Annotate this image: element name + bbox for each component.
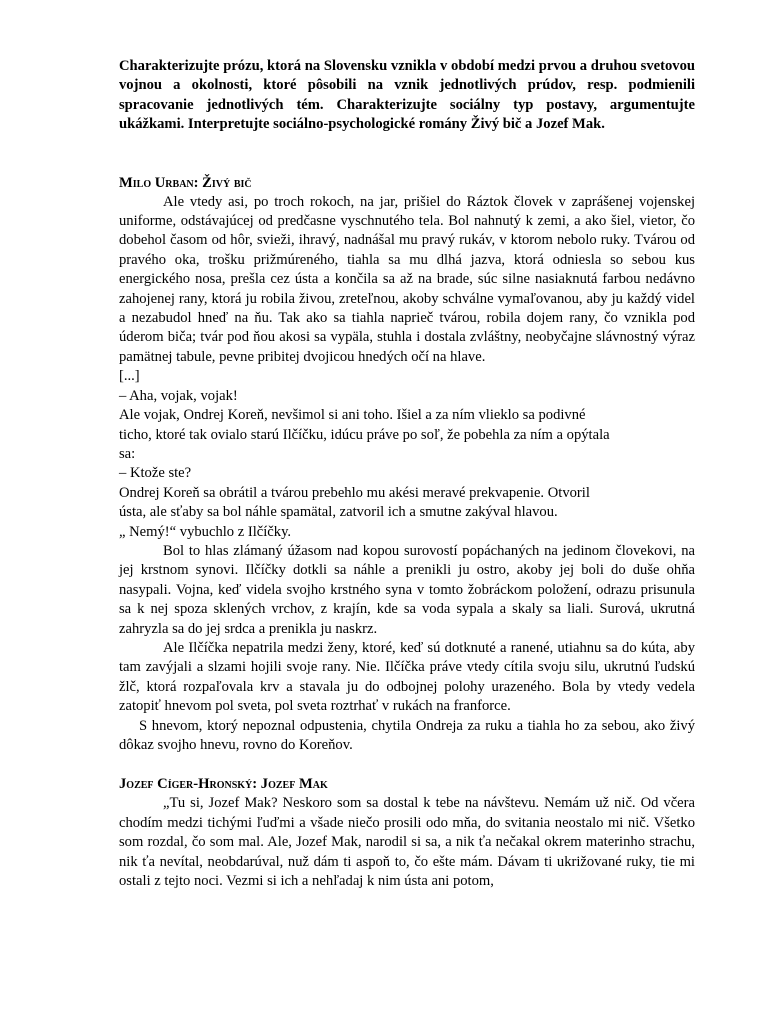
assignment-text: Charakterizujte prózu, ktorá na Slovensku vznikla v období medzi prvou a druhou svetovou vojnou a okolnosti, ktoré pôsobili na vznik jednotlivých prúdov, resp. podmienili spracovanie jednotlivých tém. Charakterizujte sociálny typ postavy, argumentujte ukážkami. Interpretujte sociálno-psychologické romány Živý bič a Jozef Mak. xyxy=(119,58,695,133)
section-heading-jozef-mak: Jozef Cíger-Hronský: Jozef Mak xyxy=(119,776,328,793)
document-content xyxy=(119,57,695,891)
excerpt-paragraph: S hnevom, ktorý nepoznal odpustenia, chytila Ondreja za ruku a tiahla ho za sebou, ako živý dôkaz svojho hnevu, rovno do Koreňov. xyxy=(119,717,695,753)
excerpt-paragraph: Ale Ilčíčka nepatrila medzi ženy, ktoré, keď sú dotknuté a ranené, utiahnu sa do kúta, aby tam zavýjali a slzami hojili svoje rany. Nie. Ilčíčka práve vtedy cítila svoju silu, ukrutnú ľudskú žlč, ktorá rozpaľovala krv a stavala ju do odbojnej polohy urazeného. Bola by vtedy vedela zatopiť hnevom pol sveta, pol sveta roztrhať v rukách na franforce. xyxy=(119,639,695,715)
excerpt-line: Ale vojak, Ondrej Koreň, nevšimol si ani toho. Išiel a za ním vlieklo sa podivné xyxy=(119,407,586,424)
excerpt-line: – Ktože ste? xyxy=(119,465,192,482)
excerpt-line: „ Nemý!“ vybuchlo z Ilčíčky. xyxy=(119,523,292,540)
excerpt-line: sa: xyxy=(119,445,136,462)
section-heading-ziv-bic: Milo Urban: Živý bič xyxy=(119,174,252,191)
excerpt-paragraph: Ale vtedy asi, po troch rokoch, na jar, prišiel do Ráztok človek v zaprášenej vojenskej uniforme, odstávajúcej od predčasne vyschnutého tela. Bol nahnutý k zemi, a ako šiel, vietor, čo dobehol časom od hôr, svieži, ihravý, nadnášal mu pravý rukáv, v ktorom nebolo ruky. Tvárou od pravého oka, trošku prižmúreného, tiahla sa mu dlhá jazva, ktorá odniesla so sebou kus energického nosa, prešla cez ústa a končila sa až na brade, súc silne nasiaknutá farbou nedávno zahojenej rany, ktorá ju robila živou, zreteľnou, akoby schválne vymaľovanou, aby ju každý videl a nezabudol hneď na ňu. Tak ako sa tiahla naprieč tvárou, robila dojem rany, čo vznikla pod úderom biča; tvár pod ňou akosi sa vypäla, stuhla i dostala zvláštny, neobyčajne slávnostný výraz pamätnej tabule, pevne pribitej dvojicou hnedých očí na hlave. xyxy=(119,193,695,365)
excerpt-ellipsis: [...] xyxy=(119,368,140,385)
excerpt-line: ústa, ale sťaby sa bol náhle spamätal, zatvoril ich a smutne zakýval hlavou. xyxy=(119,504,558,521)
excerpt-paragraph: Bol to hlas zlámaný úžasom nad kopou surovostí popáchaných na jedinom človekovi, na jej krstnom synovi. Ilčíčky dotkli sa náhle a prenikli ju ostro, akoby jej boli do duše ohňa nasypali. Vojna, keď videla svojho krstného syna v tomto žobráckom položení, odrazu prisunula sa k nej spoza sklených vrchov, z krajín, kde sa voda sypala a skaly sa liali. Surová, ukrutná zahryzla sa do jej srdca a prenikla ju naskrz. xyxy=(119,542,695,637)
excerpt-paragraph: „Tu si, Jozef Mak? Neskoro som sa dostal k tebe na návštevu. Nemám už nič. Od včera chodím medzi tichými ľuďmi a všade niečo prosili odo mňa, do svitania neostalo mi nič. Všetko som rozdal, čo som mal. Ale, Jozef Mak, narodil si sa, a nik ťa nečakal okrem materinho strachu, nik ťa nevítal, neobdarúval, nuž dám ti aspoň to, čo ešte mám. Dávam ti ukrižované ruky, tie mi ostali z tejto noci. Vezmi si ich a nehľadaj k nim ústa ani potom, xyxy=(119,795,695,890)
excerpt-line: ticho, ktoré tak ovialo starú Ilčíčku, idúcu práve po soľ, že pobehla za ním a opýtala xyxy=(119,426,610,443)
excerpt-line: Ondrej Koreň sa obrátil a tvárou prebehlo mu akési meravé prekvapenie. Otvoril xyxy=(119,484,590,501)
excerpt-line: – Aha, vojak, vojak! xyxy=(119,387,238,404)
